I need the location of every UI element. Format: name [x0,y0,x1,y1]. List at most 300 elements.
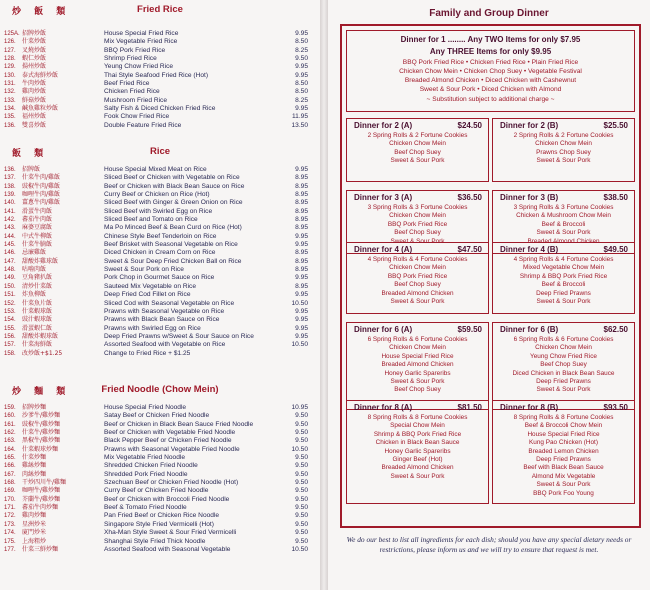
item-name: Ma Po Minced Beef & Bean Curd on Rice (Hot) [104,224,242,232]
item-name: Double Feature Fried Rice [104,121,182,129]
item-price: 9.95 [295,307,308,315]
dinner-package-item: Sweet & Sour Pork [536,481,591,489]
item-name: Satay Beef or Chicken Fried Noodle [104,412,210,420]
dinner-package-item: 8 Spring Rolls & 8 Fortune Cookies [513,414,614,421]
item-number: 139. [4,192,16,199]
item-name-chinese: 什菜炒麵 [22,454,47,462]
dinner-package-item: Chicken Chow Mein [389,344,446,352]
dinner-package [492,400,635,504]
item-name: Beef or Chicken with Vegetable Fried Noodle [104,429,236,437]
page-fold [320,0,328,590]
dinner-package-item: Chicken Chow Mein [389,140,446,148]
item-number: 167. [4,471,16,478]
item-name-chinese: 星洲炒米 [22,520,47,528]
item-name: House Special Fried Rice [104,30,179,37]
item-name-chinese: 泰式海鮮炒飯 [22,71,59,79]
menu-item [0,208,320,216]
item-name-chinese: 豉椒牛/雞炒麵 [22,420,61,428]
dinner-package-item: Breaded Almond Chicken [381,361,454,369]
item-name-chinese: 什菜蝦球飯 [22,307,53,315]
menu-item [0,113,320,121]
item-name: Sauteed Mix Vegetable on Rice [104,282,197,290]
item-name-chinese: 蕃茄牛肉炒麵 [22,504,59,512]
item-price: 10.50 [291,445,308,453]
item-price: 8.95 [295,182,308,190]
item-name: Thai Style Seafood Fried Rice (Hot) [104,71,209,79]
item-name: Xha-Man Style Sweet & Sour Fried Vermicelli [104,529,237,537]
section-header [0,4,320,18]
item-price: 8.50 [295,38,308,46]
item-name-chinese: 叉燒炒飯 [22,46,47,54]
dinner-package-item: Beef Chop Suey [394,148,441,156]
item-number: 149. [4,275,16,282]
menu-item [0,412,320,420]
dinner-package-price: $38.50 [603,193,628,202]
item-name: Sliced Beef or Chicken with Vegetable on Rice [104,174,240,182]
dinner-package-item: Chicken Chow Mein [535,140,592,148]
item-price: 9.50 [295,537,308,545]
item-number: 137. [4,175,16,182]
menu-item [0,233,320,241]
dinner-package [346,322,489,410]
menu-item [0,471,320,479]
item-name: Beef Brisket with Seasonal Vegetable on Rice [104,241,238,249]
dinner-package-price: $36.50 [457,193,482,202]
item-name-chinese: 薑蔥牛肉/雞飯 [22,199,61,207]
item-name-chinese: 什菜炒飯 [22,38,47,46]
dinner-package-item: Sweet & Sour Pork [536,157,591,165]
dinner-package-item: Prawns Chop Suey [536,148,591,156]
dinner-package-item: Beef Chop Suey [394,281,441,289]
item-name: Deep Fried Cod Fillet on Rice [104,291,191,299]
item-number: 155. [4,325,16,332]
dinner-package-item: 6 Spring Rolls & 6 Fortune Cookies [513,336,614,343]
dinner-package-header [493,191,634,204]
item-number: 141. [4,208,16,215]
menu-item [0,72,320,80]
item-name-chinese: 忌廉雞飯 [22,249,47,257]
item-number: 127. [4,47,16,54]
item-number: 144. [4,233,16,240]
dinner-for-one-box [346,30,635,112]
dinner-package-item: Sweet & Sour Pork [536,298,591,306]
dinner-package-title: Dinner for 4 (B) [500,245,559,254]
item-price: 10.95 [291,404,308,411]
item-name: Mix Vegetable Fried Rice [104,38,178,46]
item-price: 8.50 [295,80,308,88]
menu-item [0,421,320,429]
dinner-package-item: Almond Mix Vegetable [531,472,596,480]
dinner-package-price: $59.50 [457,325,482,334]
item-price: 9.50 [295,512,308,520]
menu-item [0,487,320,495]
dinner-package-item: 8 Spring Rolls & 8 Fortune Cookies [367,414,468,421]
item-price: 9.95 [295,274,308,282]
menu-item [0,316,320,324]
item-price: 9.95 [295,63,308,71]
item-name-chinese: 招牌炒麵 [22,404,47,411]
menu-item [0,462,320,470]
menu-item [0,258,320,266]
item-name: Pork Chop in Gourmet Sauce on Rice [104,274,215,282]
menu-item [0,546,320,554]
item-name-chinese: 滑蛋蝦仁飯 [22,324,53,332]
dinner-package-item: Beef Chop Suey [394,229,441,237]
dinner-package-item: Mixed Vegetable Chow Mein [523,264,604,272]
item-name-chinese: 揚州炒飯 [22,63,47,71]
item-price: 8.95 [295,199,308,207]
item-name-chinese: 牛肉炒飯 [22,80,47,88]
item-name-chinese: 清炒什菜飯 [22,282,53,290]
item-name: Curry Beef or Chicken Fried Noodle [104,487,209,495]
item-name-chinese: 干炒四川牛/雞麵 [22,479,67,487]
dinner-package-item: Honey Garlic Spareribs [384,369,451,377]
item-price: 8.95 [295,191,308,199]
item-number: 125A. [4,31,20,37]
dinner-package [346,118,489,182]
dinner-package-item: Ginger Beef (Hot) [392,456,443,464]
item-price: 9.95 [295,232,308,240]
section-header [0,146,320,160]
menu-item [0,63,320,71]
dinner-package-item: Breaded Lemon Chicken [528,447,599,455]
item-number: 168. [4,480,16,487]
item-name: Fook Chow Fried Rice [104,113,170,121]
menu-item [0,512,320,520]
item-price: 9.50 [295,437,308,445]
item-name-chinese: 蕃茄牛肉飯 [22,216,53,224]
item-name: Diced Chicken in Cream Corn on Rice [104,249,216,257]
dinner-package-price: $49.50 [603,245,628,254]
item-number: 136. [4,167,16,173]
dinner-package-item: BBQ Pork Fried Rice [387,272,448,280]
menu-item [0,199,320,207]
menu-item [0,174,320,182]
item-name-chinese: 豆角豬扒飯 [22,274,53,282]
item-number: 140. [4,200,16,207]
item-number: 174. [4,530,16,537]
dinner-package-title: Dinner for 8 (A) [354,403,413,412]
dinner-package-header [347,401,488,414]
item-price: 9.50 [295,470,308,478]
dinner-package-item: Shrimp & BBQ Pork Fried Rice [519,272,608,280]
item-name: Beef & Tomato Fried Noodle [104,504,187,512]
item-name: Beef or Chicken with Black Bean Sauce on Rice [104,182,245,190]
item-price: 8.95 [295,207,308,215]
item-price: 9.50 [295,412,308,420]
dinner-package-price: $62.50 [603,325,628,334]
item-name: Salty Fish & Diced Chicken Fried Rice [104,105,216,113]
section-fried-noodle [0,384,320,554]
dinner-package [492,118,635,182]
item-name-chinese: 滑蛋牛肉飯 [22,207,53,215]
dinner-package-title: Dinner for 4 (A) [354,245,413,254]
dinner-package-item: Sweet & Sour Pork [390,472,445,480]
item-name-chinese: 豉椒牛肉/雞飯 [22,182,61,190]
section-fried-rice [0,4,320,130]
menu-item [0,300,320,308]
item-price: 9.50 [295,529,308,537]
item-name-chinese: 沙爹牛/雞炒麵 [22,412,61,420]
item-name: Szechuan Beef or Chicken Fried Noodle (Hot) [104,479,239,487]
menu-item [0,183,320,191]
dinner-package-item: 4 Spring Rolls & 4 Fortune Cookies [367,256,468,263]
dinner-package-header [493,401,634,414]
item-number: 162. [4,430,16,437]
item-name: Prawns with Swirled Egg on Rice [104,324,201,332]
right-menu-panel [328,0,650,590]
menu-item [0,274,320,282]
dinner-package-header [493,243,634,256]
item-name: Chicken Fried Rice [104,88,160,96]
item-price: 9.95 [295,332,308,340]
menu-item [0,105,320,113]
dinner-package-item: Deep Fried Prawns [536,378,591,386]
dinner-for-one-choices: BBQ Pork Fried Rice • Chicken Fried Rice • Plain Fried Rice [402,59,579,66]
menu-item [0,47,320,55]
item-price: 8.95 [295,224,308,232]
item-name-chinese: 雞肉炒麵 [22,512,47,520]
menu-item [0,504,320,512]
item-price: 9.95 [295,291,308,299]
dinner-package-item: 3 Spring Rolls & 3 Fortune Cookies [513,204,614,211]
item-price: 9.95 [295,105,308,113]
menu-item [0,249,320,257]
menu-item [0,30,320,38]
item-name-chinese: 蝦仁炒飯 [22,55,47,63]
dinner-package-item: Sweet & Sour Pork [390,378,445,386]
item-name-chinese: 咕嚕肉飯 [22,266,47,274]
menu-item [0,437,320,445]
item-number: 138. [4,183,16,190]
item-name: House Special Mixed Meat on Rice [104,166,207,173]
item-name: Sliced Cod with Seasonal Vegetable on Rice [104,299,235,307]
dinner-for-one-choices: Breaded Almond Chicken • Diced Chicken with Cashewnut [404,77,577,84]
dinner-package-item: Beef & Broccoli [541,220,586,228]
item-name: Curry Beef or Chicken on Rice (Hot) [104,191,210,199]
item-name-chinese: 雙喜炒飯 [22,121,47,129]
item-price: 9.95 [295,166,308,173]
item-price: 10.50 [291,299,308,307]
dinner-package-item: 4 Spring Rolls & 4 Fortune Cookies [513,256,614,263]
dinner-package-item: House Special Fried Rice [381,352,454,360]
item-name: Assorted Seafood with Vegetable on Rice [104,341,226,349]
item-price: 8.50 [295,88,308,96]
item-number: 161. [4,421,16,428]
item-name-chinese: 什菜蝦球炒麵 [22,445,59,453]
item-name: Prawns with Seasonal Vegetable Fried Noodle [104,445,240,453]
item-number: 158. [4,350,16,357]
item-number: 134. [4,106,16,113]
menu-item [0,308,320,316]
item-name-chinese: 招牌炒飯 [22,30,47,37]
item-price: 8.25 [295,46,308,54]
item-name-chinese: 什菜牛/雞炒麵 [22,429,61,437]
item-name-chinese: 什菜牛肉/雞飯 [22,174,61,182]
item-name-chinese: 雞肉炒飯 [22,88,47,96]
dinner-for-one-choices: Sweet & Sour Pork • Diced Chicken with Almond [419,86,562,93]
item-number: 128. [4,56,16,63]
dinner-package-item: Shrimp & BBQ Pork Fried Rice [373,430,462,438]
item-price: 9.95 [295,241,308,249]
dinner-package [346,242,489,314]
dinner-package-header [347,323,488,336]
dinner-package-title: Dinner for 6 (B) [500,325,559,334]
dinner-package-item: Sweet & Sour Pork [390,298,445,306]
dinner-package-item: Special Chow Mein [390,422,445,430]
item-name: Prawns with Black Bean Sauce on Rice [104,316,220,324]
item-price: 9.95 [295,316,308,324]
item-number: 146. [4,250,16,257]
item-name: Mushroom Fried Rice [104,96,168,104]
dinner-package-item: Chicken in Black Bean Sauce [375,439,460,447]
item-name-chinese: 廈門炒米 [22,529,47,537]
dietary-note: We do our best to list all ingredients for each dish; should you have any special dietary needs or restrictions, please inform us and we will try to ensure that request is met. [346,535,632,554]
dinner-package-item: Diced Chicken in Black Bean Sauce [512,369,615,377]
dinner-package-header [347,243,488,256]
menu-item [0,341,320,349]
menu-item [0,283,320,291]
item-number: 171. [4,505,16,512]
dinner-package-item: Sweet & Sour Pork [390,237,445,245]
left-menu-panel [0,0,320,590]
item-number: 148. [4,267,16,274]
dinner-package-item: 3 Spring Rolls & 3 Fortune Cookies [367,204,468,211]
item-number: 152. [4,300,16,307]
item-price: 9.50 [295,55,308,63]
item-price: 9.50 [295,420,308,428]
item-name-chinese: 什菜海鮮飯 [22,341,53,349]
section-title-chinese: 飯 類 [12,149,49,159]
dinner-package-item: Beef Chop Suey [540,361,587,369]
dinner-for-one-offer: Dinner for 1 ........ Any TWO Items for only $7.95 [400,35,581,44]
dinner-package-item: Yeung Chow Fried Rice [530,352,597,360]
menu-item [0,529,320,537]
dinner-package-header [347,119,488,132]
section-title: Rice [149,146,171,157]
menu-item [0,97,320,105]
dinner-package-item: Deep Fried Prawns [536,289,591,297]
item-price: 8.95 [295,266,308,274]
item-name-chinese: 什菜牛腩飯 [22,241,53,249]
item-name: Sweet & Sour Pork on Rice [104,266,184,274]
item-number: 151. [4,292,16,299]
dinner-package-price: $81.50 [457,403,482,412]
item-name: Shredded Chicken Fried Noodle [104,462,198,470]
item-number: 160. [4,413,16,420]
item-name: Yeung Chow Fried Rice [104,63,174,71]
item-number: 145. [4,242,16,249]
item-price: 8.95 [295,257,308,265]
dinner-package-item: Breaded Almond Chicken [527,237,600,245]
item-name: Chinese Style Beef Tenderloin on Rice [104,232,217,240]
dinner-package-header [347,191,488,204]
item-number: 169. [4,488,16,495]
item-number: 136. [4,122,16,129]
item-number: 163. [4,438,16,445]
item-name-chinese: 芥蘭牛/雞炒麵 [22,495,61,503]
item-number: 165. [4,455,16,462]
section-title-chinese: 炒 麵 類 [12,387,71,397]
dinner-package-title: Dinner for 6 (A) [354,325,413,334]
item-name-chinese: 中式牛柳飯 [22,232,53,240]
item-price: 8.95 [295,249,308,257]
menu-item [0,521,320,529]
item-number: 126. [4,39,16,46]
dinner-package-item: Sweet & Sour Pork [390,157,445,165]
item-price: 8.95 [295,216,308,224]
menu-item [0,538,320,546]
item-name: Sliced Beef with Ginger & Green Onion on Rice [104,199,243,207]
item-number: 157. [4,342,16,349]
item-price: 9.95 [295,71,308,79]
dinner-package-item: Kung Pao Chicken (Hot) [529,439,598,447]
dinner-for-one-offer: Any THREE Items for only $9.95 [429,47,552,56]
item-name-chinese: 什菜三鮮炒麵 [22,545,59,553]
item-name: Shredded Pork Fried Noodle [104,470,188,478]
dinner-for-one-choices: Chicken Chow Mein • Chicken Chop Suey • Vegetable Festival [399,68,582,75]
dinner-package-item: Breaded Almond Chicken [381,289,454,297]
dinner-package-item: 2 Spring Rolls & 2 Fortune Cookies [513,132,614,139]
item-name: Mix Vegetable Fried Noodle [104,454,186,462]
item-name: Pan Fried Beef or Chicken Rice Noodle [104,512,220,520]
item-name: Shrimp Fried Rice [104,55,157,63]
item-number: 153. [4,308,16,315]
item-price: 10.50 [291,545,308,553]
item-name: Singapore Style Fried Vermicelli (Hot) [104,520,214,528]
item-number: 131. [4,81,16,88]
item-price: 10.50 [291,341,308,349]
menu-item [0,333,320,341]
item-name: Sliced Beef with Swirled Egg on Rice [104,207,213,215]
item-price: 9.50 [295,520,308,528]
dinner-package-item: Sweet & Sour Pork [536,229,591,237]
menu-item [0,38,320,46]
item-number: 177. [4,546,16,553]
section-title-chinese: 炒 飯 類 [12,7,71,17]
menu-item [0,454,320,462]
item-name-chinese: 豉汁蝦球飯 [22,316,53,324]
dinner-package-item: Deep Fried Prawns [536,456,591,464]
dinner-package-price: $93.50 [603,403,628,412]
menu-item [0,350,320,358]
item-name: Change to Fried Rice + $1.25 [104,349,191,357]
dinner-package-header [493,323,634,336]
item-name: BBQ Pork Fried Rice [104,46,166,54]
item-name-chinese: 咖哩牛肉/雞飯 [22,191,61,199]
item-number: 164. [4,446,16,453]
dinner-package-item: Beef & Broccoli Chow Mein [524,422,603,430]
dinner-package-item: BBQ Pork Foo Young [533,489,594,497]
substitution-note: ~ Substitution subject to additional charge ~ [426,96,555,103]
menu-item [0,122,320,130]
family-dinner-title: Family and Group Dinner [429,8,549,19]
menu-item [0,325,320,333]
section-title: Fried Rice [137,4,183,15]
dinner-package-item: House Special Fried Rice [527,430,600,438]
item-number: 154. [4,317,16,324]
item-number: 132. [4,89,16,96]
dinner-package-item: BBQ Pork Fried Rice [387,220,448,228]
menu-item [0,446,320,454]
item-number: 159. [4,405,16,411]
item-number: 166. [4,463,16,470]
dinner-package [492,322,635,410]
item-name: Deep Fried Prawns w/Sweet & Sour Sauce on Rice [104,332,254,340]
item-name-chinese: 招牌飯 [22,166,41,173]
dinner-package-item: 2 Spring Rolls & 2 Fortune Cookies [367,132,468,139]
dinner-package-item: Chicken & Mushroom Chow Mein [516,212,611,220]
